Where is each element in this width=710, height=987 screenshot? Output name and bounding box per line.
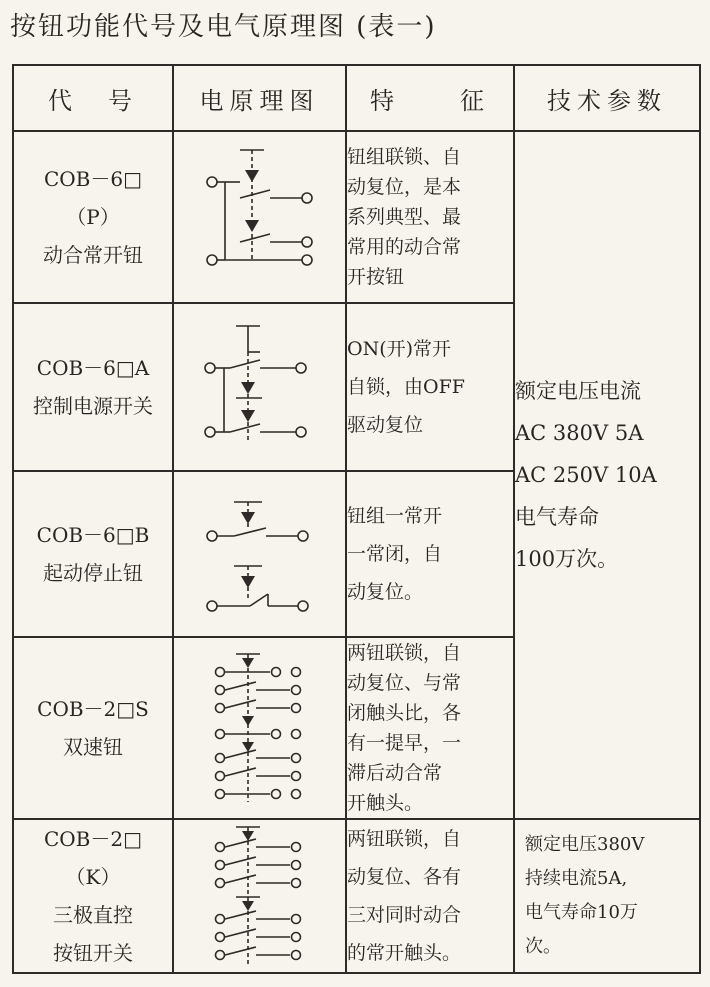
feature-text: 动复位、各有 xyxy=(347,866,462,888)
tech-text: AC 250V 10A xyxy=(515,463,657,487)
normally-open-interlocked-button-diagram xyxy=(190,142,330,292)
tech-text: AC 380V 5A xyxy=(515,421,644,445)
header-row xyxy=(13,65,700,131)
code-cell xyxy=(13,819,173,973)
header-tech: 技术参数 xyxy=(514,65,700,131)
feature-text: 钮组一常开 xyxy=(347,505,443,527)
feature-text: 一常闭，自 xyxy=(347,543,443,565)
code-text: 三极直控 xyxy=(53,903,133,927)
feature-text: 常用的动合常 xyxy=(347,236,462,258)
feature-text: 的常开触头。 xyxy=(347,942,462,964)
feature-text: 系列典型、最 xyxy=(347,206,462,228)
feature-text: 有一提早，一 xyxy=(347,732,462,754)
dual-speed-button-diagram xyxy=(190,648,330,808)
code-text: 按钮开关 xyxy=(53,941,133,965)
control-power-switch-diagram xyxy=(190,312,330,462)
feature-text: 滞后动合常 xyxy=(347,762,443,784)
diagram-cell xyxy=(173,131,346,303)
tech-text: 额定电压380V xyxy=(525,834,645,855)
feature-text: 动复位。 xyxy=(347,581,424,603)
diagram-cell xyxy=(173,819,346,973)
header-feature: 特 征 xyxy=(346,65,514,131)
feature-text: 驱动复位 xyxy=(347,414,424,436)
feature-text: 钮组联锁、自 xyxy=(347,146,462,168)
button-spec-table xyxy=(12,64,701,974)
feature-cell xyxy=(346,819,514,973)
code-cell xyxy=(13,131,173,303)
tech-text: 持续电流5A, xyxy=(525,868,628,889)
feature-text: 三对同时动合 xyxy=(347,904,462,926)
feature-text: 开触头。 xyxy=(347,792,424,814)
start-stop-button-diagram xyxy=(190,484,330,624)
feature-text: 动复位，是本 xyxy=(347,176,462,198)
tech-text: 额定电压电流 xyxy=(515,379,641,403)
tech-params-cell xyxy=(514,131,700,819)
header-diagram: 电原理图 xyxy=(173,65,346,131)
feature-text: 两钮联锁，自 xyxy=(347,828,462,850)
code-text: COB－2□S xyxy=(37,697,149,721)
feature-text: 两钮联锁，自 xyxy=(347,642,462,664)
feature-cell xyxy=(346,637,514,819)
code-cell xyxy=(13,637,173,819)
diagram-cell xyxy=(173,471,346,637)
feature-text: 开按钮 xyxy=(347,266,405,288)
code-cell xyxy=(13,303,173,471)
table-row xyxy=(13,819,700,973)
header-code: 代 号 xyxy=(13,65,173,131)
diagram-cell xyxy=(173,303,346,471)
code-text: COB－2□ xyxy=(43,827,143,851)
code-text: 起动停止钮 xyxy=(43,561,143,585)
code-text: 动合常开钮 xyxy=(43,243,143,267)
feature-cell xyxy=(346,471,514,637)
feature-cell xyxy=(346,131,514,303)
code-text: 双速钮 xyxy=(63,735,123,759)
tech-text: 次。 xyxy=(525,936,561,957)
tech-text: 电气寿命 xyxy=(515,505,599,529)
code-text: （K） xyxy=(65,865,121,889)
page-title: 按钮功能代号及电气原理图 (表一) xyxy=(10,12,437,42)
table-row xyxy=(13,131,700,303)
code-text: COB－6□ xyxy=(43,167,143,191)
code-text: COB－6□A xyxy=(36,356,150,380)
feature-text: 自锁，由OFF xyxy=(347,376,465,398)
code-text: 控制电源开关 xyxy=(33,394,153,418)
code-text: （P） xyxy=(66,205,120,229)
three-pole-direct-control-diagram xyxy=(190,821,330,971)
tech-params-cell-last xyxy=(514,819,700,973)
tech-text: 100万次。 xyxy=(515,547,619,571)
feature-text: 动复位、与常 xyxy=(347,672,462,694)
feature-text: 闭触头比，各 xyxy=(347,702,462,724)
code-text: COB－6□B xyxy=(36,523,150,547)
tech-text: 电气寿命10万 xyxy=(525,902,638,923)
code-cell xyxy=(13,471,173,637)
feature-text: ON(开)常开 xyxy=(347,338,452,360)
feature-cell xyxy=(346,303,514,471)
diagram-cell xyxy=(173,637,346,819)
